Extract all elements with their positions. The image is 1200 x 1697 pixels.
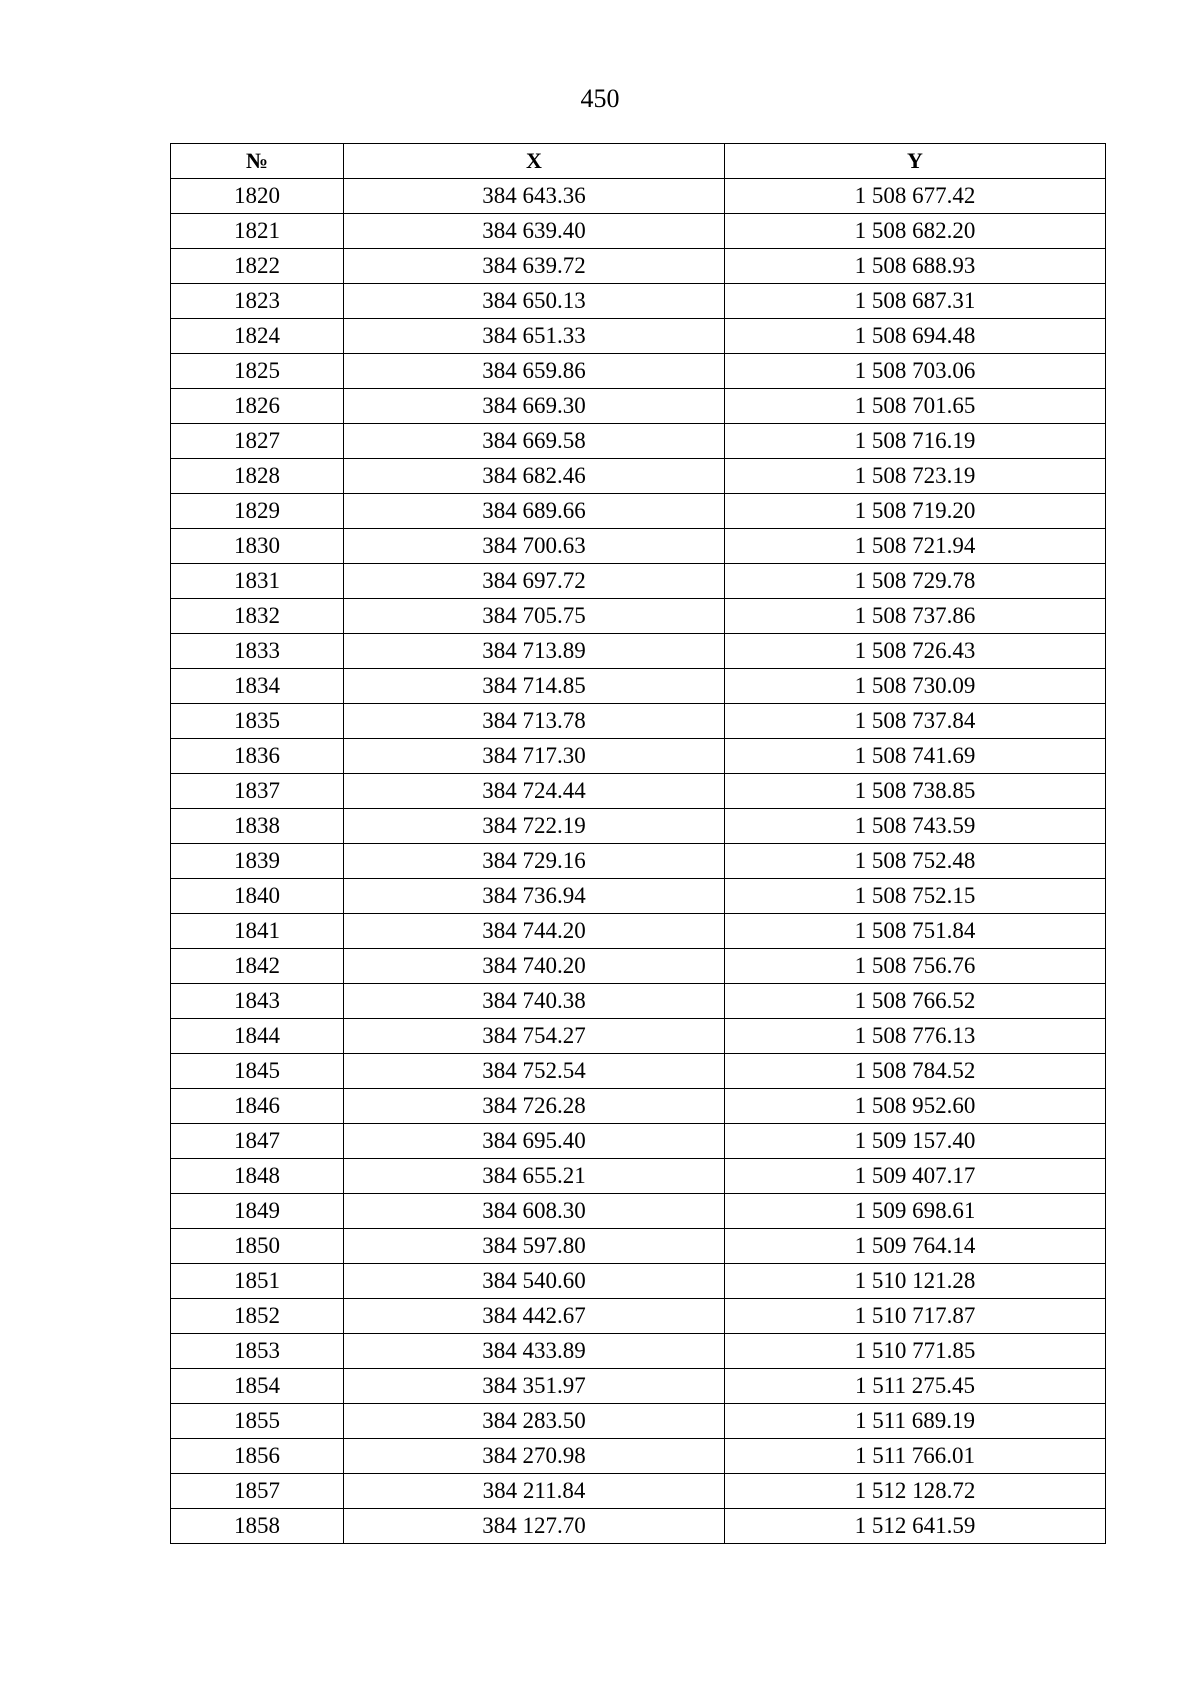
cell-x: 384 726.28 <box>344 1089 725 1124</box>
cell-number: 1849 <box>171 1194 344 1229</box>
cell-number: 1830 <box>171 529 344 564</box>
cell-y: 1 509 407.17 <box>725 1159 1106 1194</box>
cell-x: 384 682.46 <box>344 459 725 494</box>
cell-x: 384 700.63 <box>344 529 725 564</box>
cell-y: 1 508 701.65 <box>725 389 1106 424</box>
cell-x: 384 695.40 <box>344 1124 725 1159</box>
cell-number: 1846 <box>171 1089 344 1124</box>
cell-number: 1833 <box>171 634 344 669</box>
cell-y: 1 508 756.76 <box>725 949 1106 984</box>
cell-y: 1 508 687.31 <box>725 284 1106 319</box>
cell-y: 1 508 784.52 <box>725 1054 1106 1089</box>
header-number: № <box>171 144 344 179</box>
cell-number: 1839 <box>171 844 344 879</box>
cell-y: 1 508 741.69 <box>725 739 1106 774</box>
cell-y: 1 512 641.59 <box>725 1509 1106 1544</box>
cell-number: 1824 <box>171 319 344 354</box>
table-row <box>171 529 1106 564</box>
cell-x: 384 651.33 <box>344 319 725 354</box>
cell-number: 1847 <box>171 1124 344 1159</box>
cell-number: 1851 <box>171 1264 344 1299</box>
cell-y: 1 508 776.13 <box>725 1019 1106 1054</box>
cell-number: 1840 <box>171 879 344 914</box>
cell-y: 1 512 128.72 <box>725 1474 1106 1509</box>
cell-x: 384 713.78 <box>344 704 725 739</box>
table-row <box>171 809 1106 844</box>
coordinates-table <box>170 143 1106 1544</box>
table-row <box>171 1439 1106 1474</box>
cell-number: 1828 <box>171 459 344 494</box>
cell-number: 1827 <box>171 424 344 459</box>
cell-x: 384 351.97 <box>344 1369 725 1404</box>
table-row <box>171 774 1106 809</box>
table-row <box>171 739 1106 774</box>
table-row <box>171 669 1106 704</box>
table-row <box>171 1089 1106 1124</box>
header-y: Y <box>725 144 1106 179</box>
cell-number: 1852 <box>171 1299 344 1334</box>
cell-y: 1 508 719.20 <box>725 494 1106 529</box>
cell-number: 1850 <box>171 1229 344 1264</box>
cell-x: 384 689.66 <box>344 494 725 529</box>
cell-x: 384 639.72 <box>344 249 725 284</box>
table-row <box>171 1264 1106 1299</box>
cell-number: 1829 <box>171 494 344 529</box>
cell-x: 384 127.70 <box>344 1509 725 1544</box>
cell-number: 1856 <box>171 1439 344 1474</box>
cell-y: 1 509 698.61 <box>725 1194 1106 1229</box>
cell-x: 384 597.80 <box>344 1229 725 1264</box>
cell-number: 1853 <box>171 1334 344 1369</box>
cell-number: 1854 <box>171 1369 344 1404</box>
table-row <box>171 214 1106 249</box>
table-row <box>171 389 1106 424</box>
cell-x: 384 442.67 <box>344 1299 725 1334</box>
table-row <box>171 1019 1106 1054</box>
cell-number: 1836 <box>171 739 344 774</box>
cell-x: 384 283.50 <box>344 1404 725 1439</box>
cell-x: 384 744.20 <box>344 914 725 949</box>
cell-y: 1 508 752.15 <box>725 879 1106 914</box>
cell-x: 384 722.19 <box>344 809 725 844</box>
cell-x: 384 752.54 <box>344 1054 725 1089</box>
cell-x: 384 669.30 <box>344 389 725 424</box>
cell-y: 1 508 952.60 <box>725 1089 1106 1124</box>
cell-y: 1 508 703.06 <box>725 354 1106 389</box>
table-row <box>171 914 1106 949</box>
cell-x: 384 270.98 <box>344 1439 725 1474</box>
cell-y: 1 508 726.43 <box>725 634 1106 669</box>
cell-y: 1 508 694.48 <box>725 319 1106 354</box>
table-row <box>171 354 1106 389</box>
cell-y: 1 508 738.85 <box>725 774 1106 809</box>
table-row <box>171 1159 1106 1194</box>
cell-x: 384 740.38 <box>344 984 725 1019</box>
cell-y: 1 510 771.85 <box>725 1334 1106 1369</box>
table-row <box>171 1229 1106 1264</box>
cell-number: 1832 <box>171 599 344 634</box>
cell-y: 1 511 766.01 <box>725 1439 1106 1474</box>
table-row <box>171 1474 1106 1509</box>
cell-y: 1 511 275.45 <box>725 1369 1106 1404</box>
cell-x: 384 669.58 <box>344 424 725 459</box>
table-row <box>171 319 1106 354</box>
table-row <box>171 599 1106 634</box>
table-row <box>171 249 1106 284</box>
cell-number: 1842 <box>171 949 344 984</box>
table-row <box>171 949 1106 984</box>
table-row <box>171 844 1106 879</box>
cell-x: 384 540.60 <box>344 1264 725 1299</box>
cell-number: 1831 <box>171 564 344 599</box>
page-number: 450 <box>580 84 620 113</box>
cell-number: 1838 <box>171 809 344 844</box>
table-row <box>171 1299 1106 1334</box>
cell-y: 1 508 766.52 <box>725 984 1106 1019</box>
cell-x: 384 433.89 <box>344 1334 725 1369</box>
cell-y: 1 508 752.48 <box>725 844 1106 879</box>
cell-x: 384 740.20 <box>344 949 725 984</box>
cell-number: 1855 <box>171 1404 344 1439</box>
table-row <box>171 704 1106 739</box>
table-row <box>171 1369 1106 1404</box>
table-row <box>171 284 1106 319</box>
cell-number: 1858 <box>171 1509 344 1544</box>
cell-y: 1 511 689.19 <box>725 1404 1106 1439</box>
cell-x: 384 714.85 <box>344 669 725 704</box>
cell-x: 384 608.30 <box>344 1194 725 1229</box>
cell-number: 1825 <box>171 354 344 389</box>
cell-y: 1 508 688.93 <box>725 249 1106 284</box>
cell-x: 384 639.40 <box>344 214 725 249</box>
cell-number: 1857 <box>171 1474 344 1509</box>
cell-y: 1 509 157.40 <box>725 1124 1106 1159</box>
table-body <box>171 179 1106 1544</box>
cell-y: 1 508 721.94 <box>725 529 1106 564</box>
table-row <box>171 424 1106 459</box>
table-row <box>171 1404 1106 1439</box>
cell-x: 384 655.21 <box>344 1159 725 1194</box>
cell-number: 1834 <box>171 669 344 704</box>
cell-number: 1848 <box>171 1159 344 1194</box>
cell-x: 384 705.75 <box>344 599 725 634</box>
cell-y: 1 508 743.59 <box>725 809 1106 844</box>
table-row <box>171 564 1106 599</box>
cell-x: 384 713.89 <box>344 634 725 669</box>
cell-number: 1841 <box>171 914 344 949</box>
table-row <box>171 1334 1106 1369</box>
cell-y: 1 508 677.42 <box>725 179 1106 214</box>
table-row <box>171 1054 1106 1089</box>
cell-x: 384 650.13 <box>344 284 725 319</box>
cell-y: 1 508 723.19 <box>725 459 1106 494</box>
cell-x: 384 717.30 <box>344 739 725 774</box>
table-row <box>171 634 1106 669</box>
cell-x: 384 659.86 <box>344 354 725 389</box>
cell-x: 384 724.44 <box>344 774 725 809</box>
cell-y: 1 508 737.86 <box>725 599 1106 634</box>
table-row <box>171 1509 1106 1544</box>
cell-y: 1 508 716.19 <box>725 424 1106 459</box>
cell-number: 1826 <box>171 389 344 424</box>
cell-number: 1837 <box>171 774 344 809</box>
cell-x: 384 643.36 <box>344 179 725 214</box>
table-row <box>171 984 1106 1019</box>
cell-x: 384 754.27 <box>344 1019 725 1054</box>
cell-x: 384 736.94 <box>344 879 725 914</box>
cell-y: 1 508 730.09 <box>725 669 1106 704</box>
table-row <box>171 179 1106 214</box>
cell-x: 384 729.16 <box>344 844 725 879</box>
cell-y: 1 508 737.84 <box>725 704 1106 739</box>
cell-number: 1835 <box>171 704 344 739</box>
header-x: X <box>344 144 725 179</box>
cell-y: 1 510 717.87 <box>725 1299 1106 1334</box>
table-row <box>171 459 1106 494</box>
cell-number: 1822 <box>171 249 344 284</box>
table-row <box>171 879 1106 914</box>
cell-number: 1821 <box>171 214 344 249</box>
table-row <box>171 1124 1106 1159</box>
cell-x: 384 697.72 <box>344 564 725 599</box>
cell-number: 1844 <box>171 1019 344 1054</box>
table-row <box>171 494 1106 529</box>
cell-y: 1 509 764.14 <box>725 1229 1106 1264</box>
cell-y: 1 508 751.84 <box>725 914 1106 949</box>
table-header-row <box>171 144 1106 179</box>
cell-number: 1823 <box>171 284 344 319</box>
cell-x: 384 211.84 <box>344 1474 725 1509</box>
cell-y: 1 510 121.28 <box>725 1264 1106 1299</box>
table-row <box>171 1194 1106 1229</box>
cell-y: 1 508 729.78 <box>725 564 1106 599</box>
cell-number: 1845 <box>171 1054 344 1089</box>
cell-y: 1 508 682.20 <box>725 214 1106 249</box>
cell-number: 1820 <box>171 179 344 214</box>
cell-number: 1843 <box>171 984 344 1019</box>
